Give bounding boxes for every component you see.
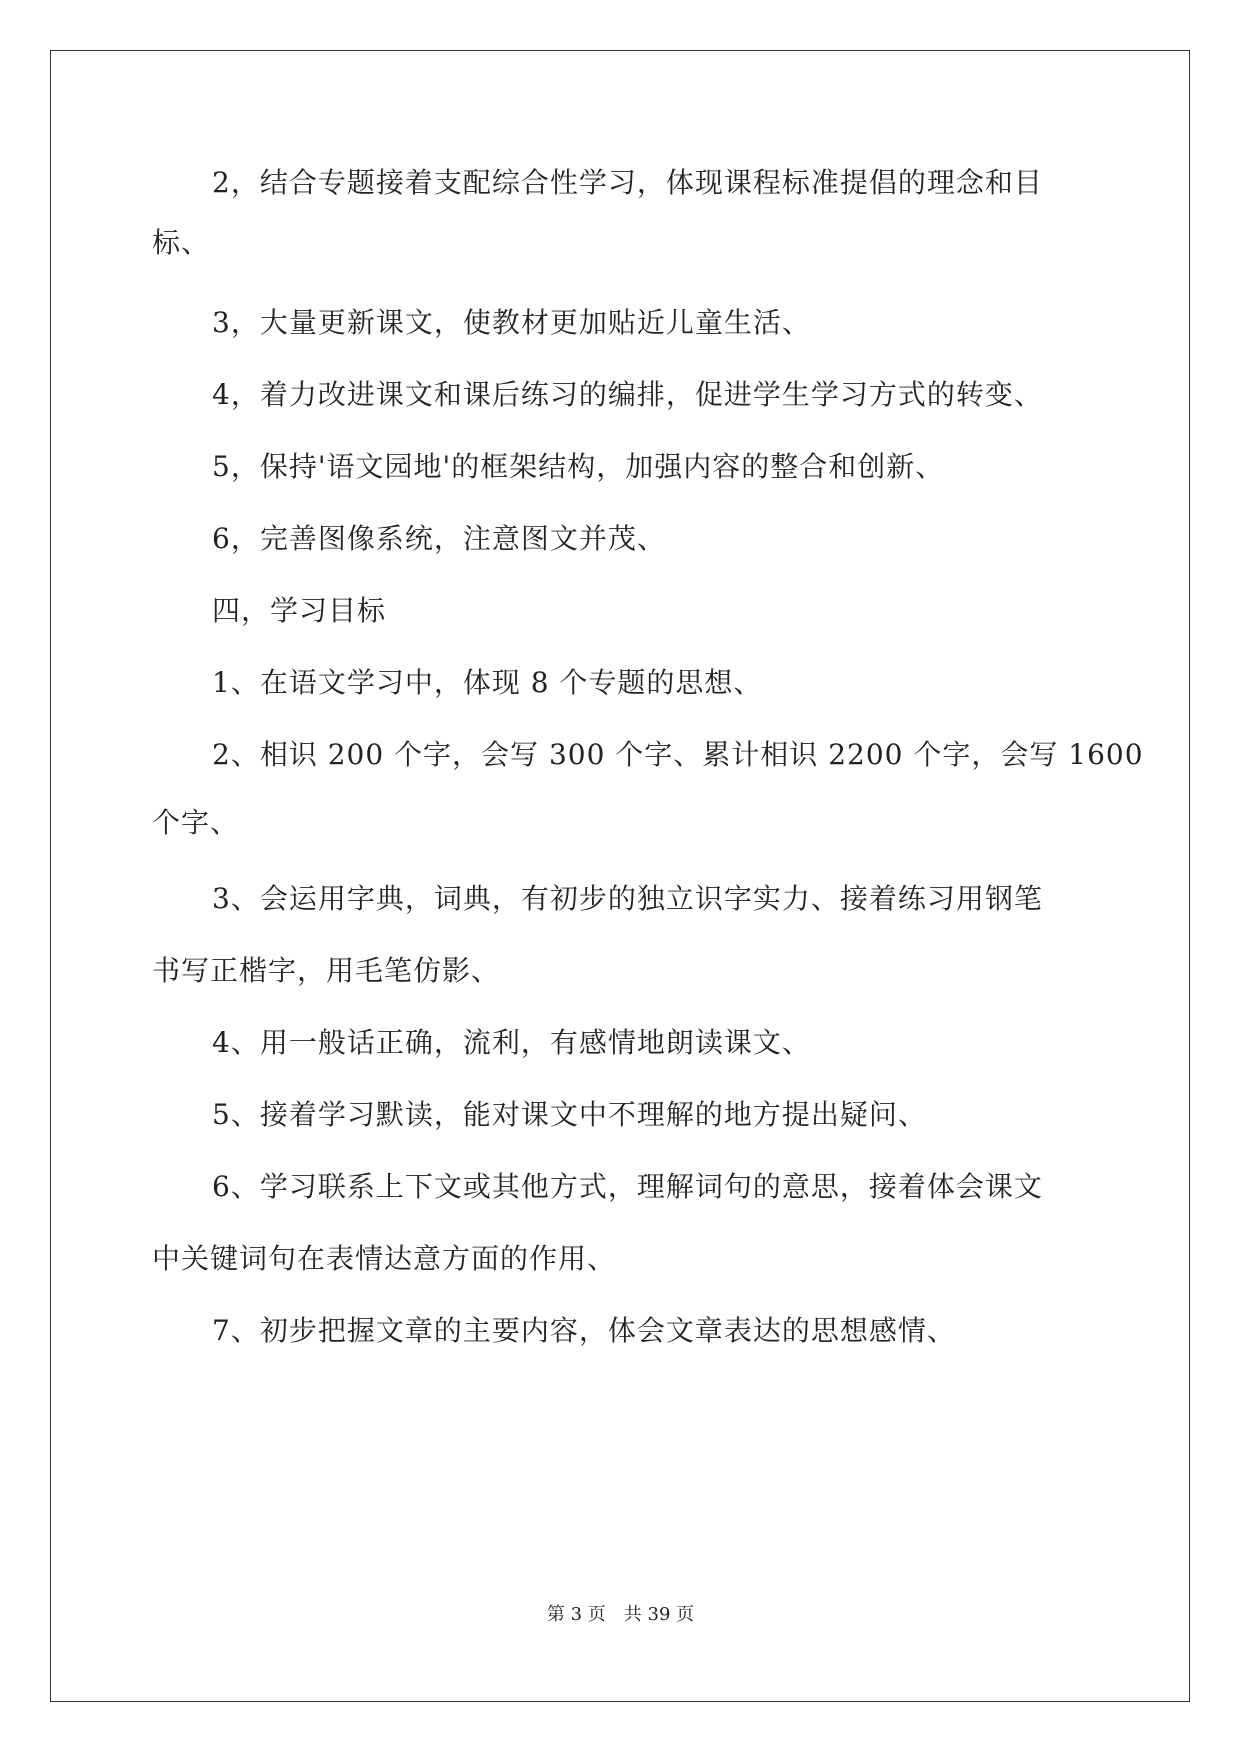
text-line: 2，结合专题接着支配综合性学习，体现课程标准提倡的理念和目 [212,166,1043,199]
text-line: 7、初步把握文章的主要内容，体会文章表达的思想感情、 [212,1314,956,1347]
section-heading: 四，学习目标 [212,594,387,627]
text-line: 2、相识 200 个字，会写 300 个字、累计相识 2200 个字，会写 1600 [212,738,1144,771]
text-line: 4、用一般话正确，流利，有感情地朗读课文、 [212,1026,811,1059]
text-line: 3、会运用字典，词典，有初步的独立识字实力、接着练习用钢笔 [212,882,1043,915]
text-line: 5、接着学习默读，能对课文中不理解的地方提出疑问、 [212,1098,927,1131]
text-line: 标、 [152,226,211,259]
text-line: 5，保持'语文园地'的框架结构，加强内容的整合和创新、 [212,450,945,483]
text-line: 书写正楷字，用毛笔仿影、 [152,954,501,987]
text-line: 4，着力改进课文和课后练习的编排，促进学生学习方式的转变、 [212,378,1043,411]
page-border [50,50,1190,1702]
text-line: 3，大量更新课文，使教材更加贴近儿童生活、 [212,306,811,339]
text-line: 1、在语文学习中，体现 8 个专题的思想、 [212,666,763,699]
text-line: 个字、 [152,806,240,839]
text-line: 中关键词句在表情达意方面的作用、 [152,1242,617,1275]
text-line: 6、学习联系上下文或其他方式，理解词句的意思，接着体会课文 [212,1170,1043,1203]
page-number: 第 3 页 共 39 页 [546,1604,695,1625]
text-line: 6，完善图像系统，注意图文并茂、 [212,522,666,555]
